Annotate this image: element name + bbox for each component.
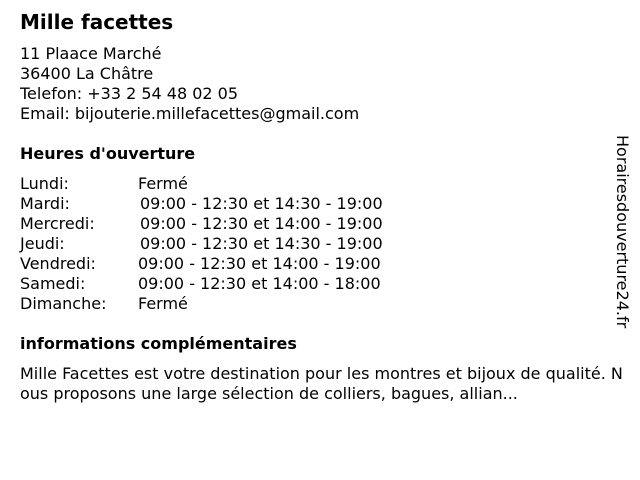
- phone-number: Telefon: +33 2 54 48 02 05: [20, 84, 239, 103]
- day-hours: Fermé: [138, 294, 188, 313]
- opening-hours-table: [20, 174, 440, 314]
- info-text: Mille Facettes est votre destination pour les montres et bijoux de qualité. Nous proposons une large sélection de colliers, bagues, allian...: [20, 364, 623, 403]
- hours-heading: Heures d'ouverture: [20, 144, 196, 163]
- watermark-text: Horairesdouverture24.fr: [613, 135, 632, 329]
- email-address: Email: bijouterie.millefacettes@gmail.com: [20, 104, 360, 123]
- day-hours: 09:00 - 12:30 et 14:30 - 19:00: [140, 194, 383, 213]
- business-name: Mille facettes: [20, 10, 174, 34]
- address-city: 36400 La Châtre: [20, 64, 154, 83]
- hours-row-friday: [20, 254, 440, 274]
- day-label: Lundi:: [20, 174, 69, 193]
- hours-row-saturday: [20, 274, 440, 294]
- hours-row-sunday: [20, 294, 440, 314]
- day-hours: 09:00 - 12:30 et 14:00 - 18:00: [138, 274, 381, 293]
- day-hours: 09:00 - 12:30 et 14:00 - 19:00: [140, 214, 383, 233]
- day-hours: 09:00 - 12:30 et 14:00 - 19:00: [138, 254, 381, 273]
- day-label: Jeudi:: [20, 234, 65, 253]
- hours-row-monday: [20, 174, 440, 194]
- day-label: Samedi:: [20, 274, 86, 293]
- day-label: Dimanche:: [20, 294, 107, 313]
- contact-block: [20, 44, 359, 124]
- hours-row-wednesday: [20, 214, 440, 234]
- day-hours: 09:00 - 12:30 et 14:30 - 19:00: [140, 234, 383, 253]
- hours-row-thursday: [20, 234, 440, 254]
- day-label: Vendredi:: [20, 254, 96, 273]
- day-hours: Fermé: [138, 174, 188, 193]
- day-label: Mercredi:: [20, 214, 95, 233]
- day-label: Mardi:: [20, 194, 70, 213]
- address-street: 11 Plaace Marché: [20, 44, 162, 63]
- site-watermark: [612, 135, 632, 345]
- info-heading: informations complémentaires: [20, 334, 297, 353]
- hours-row-tuesday: [20, 194, 440, 214]
